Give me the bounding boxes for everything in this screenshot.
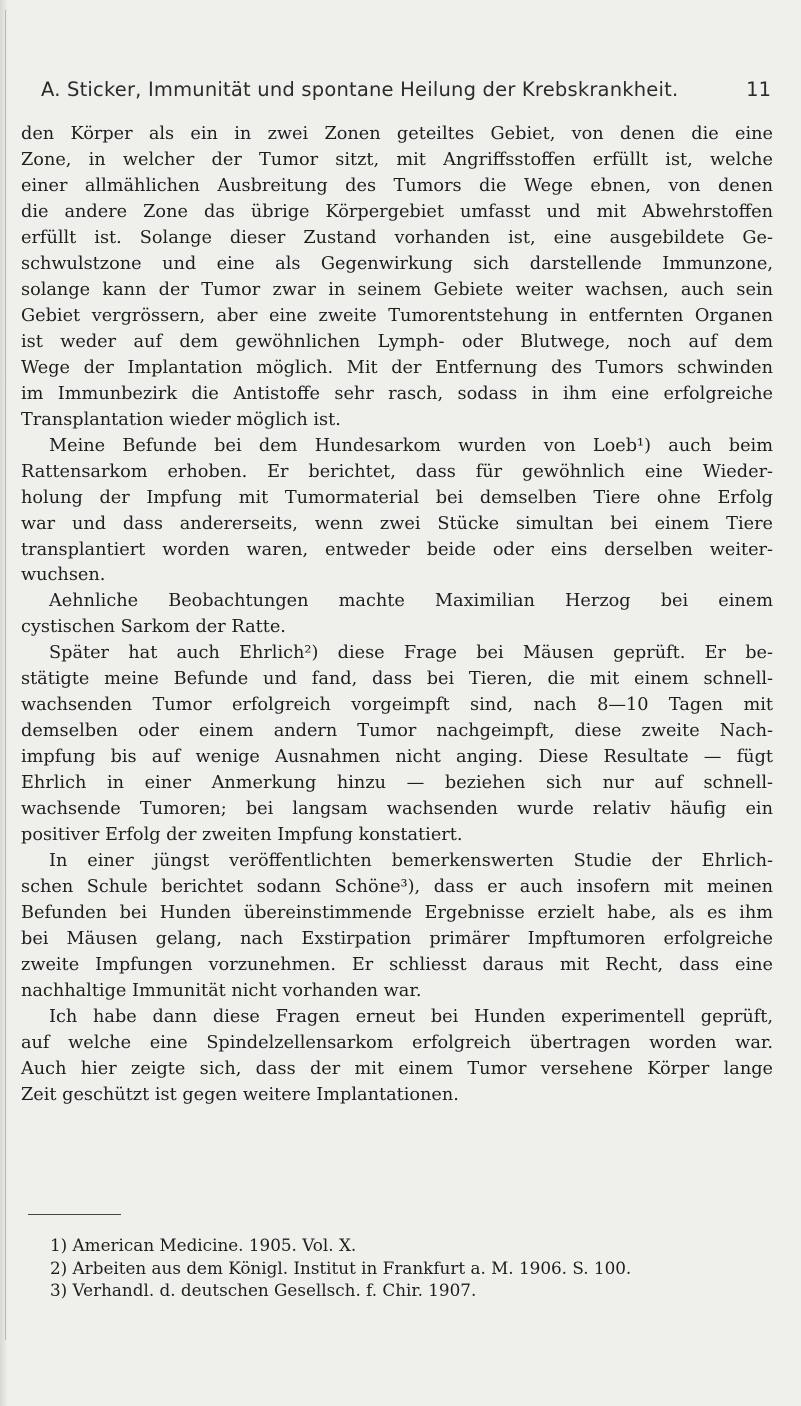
text-line: Zone, in welcher der Tumor sitzt, mit Angriffsstoffen erfüllt ist, welche [21,149,773,170]
text-line: schen Schule berichtet sodann Schöne³), dass er auch insofern mit meinen [21,877,773,898]
running-title: A. Sticker, Immunität und spontane Heilung der Krebskrankheit. [41,78,679,101]
footnote: 3) Verhandl. d. deutschen Gesellsch. f. Chir. 1907. [50,1280,477,1301]
text-line: im Immunbezirk die Antistoffe sehr rasch, sodass in ihm eine erfolgreiche [21,383,773,404]
text-line: die andere Zone das übrige Körpergebiet umfasst und mit Abwehrstoffen [21,201,773,222]
text-line: schwulstzone und eine als Gegenwirkung sich darstellende Immunzone, [21,253,773,274]
text-line: Gebiet vergrössern, aber eine zweite Tumorentstehung in entfernten Organen [21,305,773,326]
text-line: zweite Impfungen vorzunehmen. Er schliesst daraus mit Recht, dass eine [21,955,773,975]
body-text [21,122,773,1109]
footnote: 1) American Medicine. 1905. Vol. X. [50,1235,357,1255]
text-line: stätigte meine Befunde und fand, dass bei Tieren, die mit einem schnell- [21,669,773,690]
text-line: Meine Befunde bei dem Hundesarkom wurden von Loeb¹) auch beim [49,435,773,456]
footnote-rule [28,1214,121,1215]
running-header [41,78,771,108]
text-line: einer allmählichen Ausbreitung des Tumors die Wege ebnen, von denen [21,175,773,196]
text-line: solange kann der Tumor zwar in seinem Gebiete weiter wachsen, auch sein [21,279,773,300]
text-line: nachhaltige Immunität nicht vorhanden war. [21,980,422,1001]
text-line: Auch hier zeigte sich, dass der mit einem Tumor versehene Körper lange [21,1058,773,1079]
text-line: Später hat auch Ehrlich²) diese Frage bei Mäusen geprüft. Er be- [49,643,773,664]
text-line: den Körper als ein in zwei Zonen geteiltes Gebiet, von denen die eine [21,124,773,144]
text-line: impfung bis auf wenige Ausnahmen nicht anging. Diese Resultate — fügt [21,747,773,768]
text-line: demselben oder einem andern Tumor nachgeimpft, diese zweite Nach- [21,721,773,742]
text-line: Ich habe dann diese Fragen erneut bei Hunden experimentell geprüft, [49,1006,773,1027]
text-line: In einer jüngst veröffentlichten bemerkenswerten Studie der Ehrlich- [49,851,773,872]
text-line: wuchsen. [21,565,106,586]
footnotes [50,1234,750,1302]
text-line: wachsende Tumoren; bei langsam wachsenden wurde relativ häufig ein [21,799,773,820]
text-line: Rattensarkom erhoben. Er berichtet, dass für gewöhnlich eine Wieder- [21,461,773,482]
text-line: Zeit geschützt ist gegen weitere Implantationen. [21,1084,459,1105]
text-line: wachsenden Tumor erfolgreich vorgeimpft sind, nach 8—10 Tagen mit [21,695,773,716]
page-gutter-shadow [0,0,8,1406]
text-line: auf welche eine Spindelzellensarkom erfolgreich übertragen worden war. [21,1032,773,1053]
text-line: war und dass andererseits, wenn zwei Stücke simultan bei einem Tiere [21,513,773,534]
footnote: 2) Arbeiten aus dem Königl. Institut in Frankfurt a. M. 1906. S. 100. [50,1257,632,1278]
text-line: erfüllt ist. Solange dieser Zustand vorhanden ist, eine ausgebildete Ge- [21,227,773,248]
text-line: Wege der Implantation möglich. Mit der Entfernung des Tumors schwinden [21,357,773,378]
text-line: Ehrlich in einer Anmerkung hinzu — beziehen sich nur auf schnell- [21,773,773,794]
text-line: Aehnliche Beobachtungen machte Maximilian Herzog bei einem [49,591,773,612]
page-gutter-line [5,10,6,1340]
text-line: ist weder auf dem gewöhnlichen Lymph- oder Blutwege, noch auf dem [21,331,773,352]
text-line: Befunden bei Hunden übereinstimmende Ergebnisse erzielt habe, als es ihm [21,903,773,924]
text-line: holung der Impfung mit Tumormaterial bei demselben Tiere ohne Erfolg [21,487,773,508]
text-line: Transplantation wieder möglich ist. [21,409,341,430]
text-line: positiver Erfolg der zweiten Impfung konstatiert. [21,825,463,846]
text-line: bei Mäusen gelang, nach Exstirpation primärer Impftumoren erfolgreiche [21,929,773,950]
text-line: cystischen Sarkom der Ratte. [21,617,286,638]
page-number: 11 [746,78,771,101]
text-line: transplantiert worden waren, entweder beide oder eins derselben weiter- [21,539,773,560]
